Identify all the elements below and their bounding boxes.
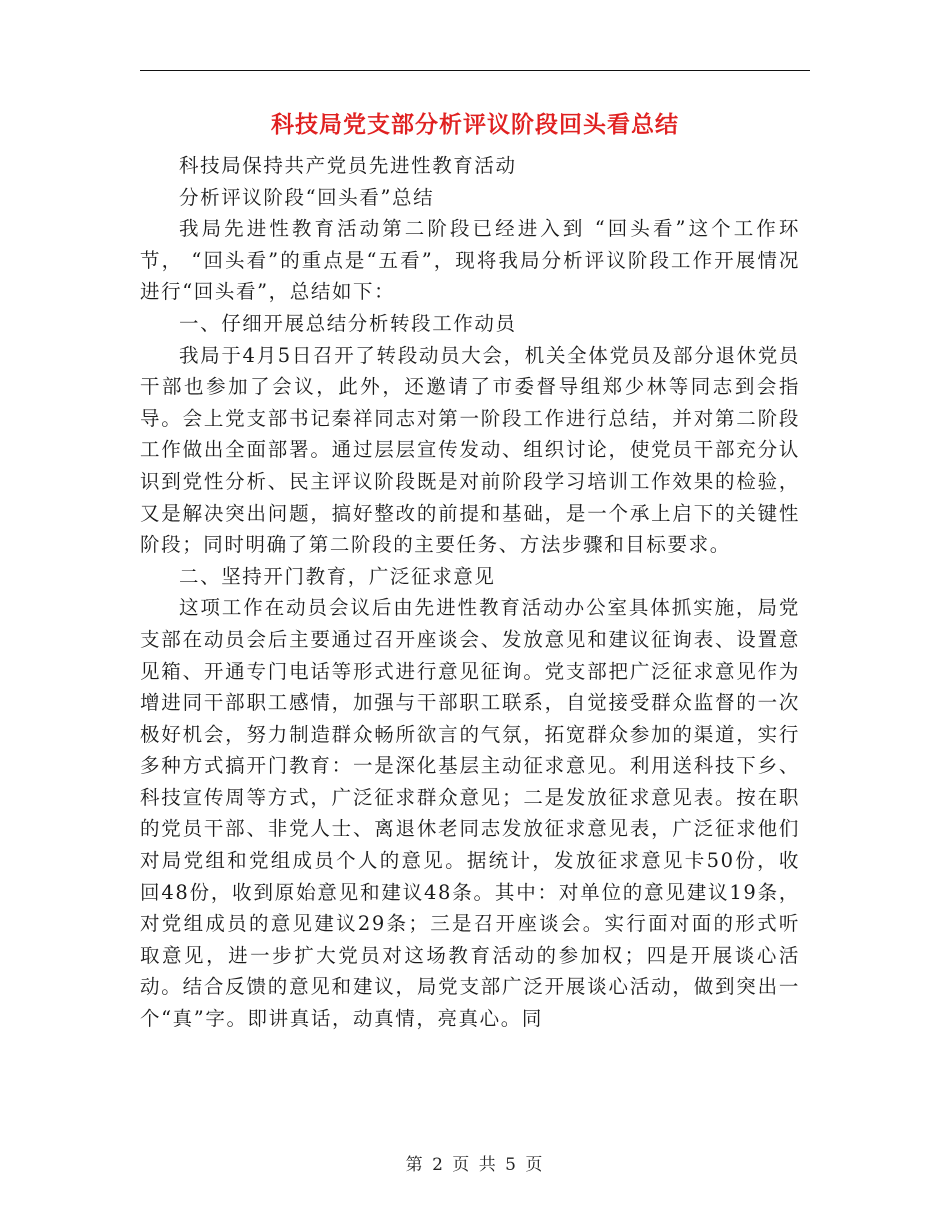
section-heading-2: 二、坚持开门教育，广泛征求意见: [179, 564, 496, 588]
paragraph-subtitle-1: 科技局保持共产党员先进性教育活动: [179, 154, 517, 177]
page-number: 第 2 页 共 5 页: [405, 1155, 545, 1175]
paragraph-section-1: 我局于4月5日召开了转段动员大会，机关全体党员及部分退休党员干部也参加了会议，此外，还邀请了市委督导组郑少林等同志到会指导。会上党支部书记秦祥同志对第一阶段工作进行总结，并对第二阶段工作做出全面部署。通过层层宣传发动、组织讨论，使党员干部充分认识到党性分析、民主评议阶段既是对前阶段学习培训工作效果的检验，又是解决突出问题，搞好整改的前提和基础，是一个承上启下的关键性阶段；同时明确了第二阶段的主要任务、方法步骤和目标要求。: [140, 343, 800, 557]
paragraph-section-2: 这项工作在动员会议后由先进性教育活动办公室具体抓实施，局党支部在动员会后主要通过召开座谈会、发放意见和建议征询表、设置意见箱、开通专门电话等形式进行意见征询。党支部把广泛征求意见作为增进同干部职工感情，加强与干部职工联系，自觉接受群众监督的一次极好机会，努力制造群众畅所欲言的气氛，拓宽群众参加的渠道，实行多种方式搞开门教育：一是深化基层主动征求意见。利用送科技下乡、科技宣传周等方式，广泛征求群众意见；二是发放征求意见表。按在职的党员干部、非党人士、离退休老同志发放征求意见表，广泛征求他们对局党组和党组成员个人的意见。据统计，发放征求意见卡50份，收回48份，收到原始意见和建议48条。其中：对单位的意见建议19条，对党组成员的意见建议29条；三是召开座谈会。实行面对面的形式听取意见，进一步扩大党员对这场教育活动的参加权；四是开展谈心活动。结合反馈的意见和建议，局党支部广泛开展谈心活动，做到突出一个“真”字。即讲真话，动真情，亮真心。同: [140, 596, 800, 1031]
document-title: 科技局党支部分析评议阶段回头看总结: [271, 111, 679, 138]
paragraph-intro: 我局先进性教育活动第二阶段已经进入到 “回头看”这个工作环节， “回头看”的重点是“五看”，现将我局分析评议阶段工作开展情况进行“回头看”，总结如下：: [140, 217, 800, 304]
document-body: [140, 150, 800, 1035]
section-heading-1: 一、仔细开展总结分析转段工作动员: [179, 311, 517, 335]
paragraph-subtitle-2: 分析评议阶段“回头看”总结: [179, 185, 435, 209]
header-rule: [140, 70, 810, 71]
